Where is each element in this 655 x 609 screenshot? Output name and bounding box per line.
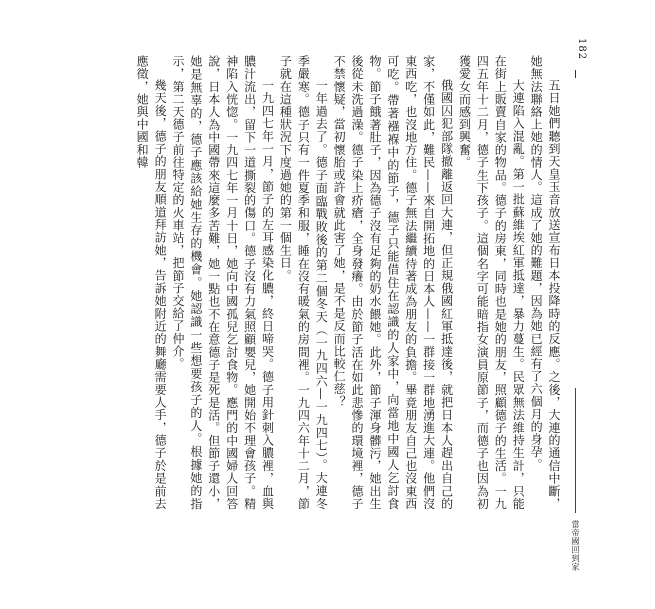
paragraph-6: 幾天後，德子的朋友順道拜訪她，告訴她附近的舞廳需要人手，德子於是前去應徵，她與中國和韓 — [135, 55, 168, 510]
running-head: 當帝國回到家 — [571, 520, 580, 571]
top-rule — [575, 70, 576, 78]
page-number: 182 — [576, 38, 587, 61]
body-text — [62, 55, 562, 510]
paragraph-4: 一年過去了。德子面臨戰敗後的第二個冬天（一九四六—一九四七）。大連冬季嚴寒。德子只有一件夏季和服，睡在沒有暖氣的房間裡。一九四六年十二月，節子就在這種狀況下度過她的第一個生日。 — [278, 55, 329, 510]
paragraph-2: 大連陷入混亂。第一批蘇維埃紅軍抵達，暴力蔓生。民眾無法維持生計，只能在街上販賣自家的物品。德子的房東，同時也是她的朋友，照顧德子的生活。一九四五年十二月，德子生下孩子。這個名字可能暗指女演員原節子，而德子也因為初獲愛女而感到興奮。 — [457, 55, 526, 510]
margin-rule — [575, 388, 576, 513]
paragraph-3: 俄國囚犯部隊撤離返回大連，但正規俄國紅軍抵達後，就把日本人趕出自己的家，不僅如此，難民——來自開拓地的日本人——一群接一群地湧進大連。他們沒東西吃，也沒地方住。德子無法繼續待著成為朋友的負擔。畢竟朋友自己也沒東西可吃。帶著襁褓中的節子，德子只能借住在認識的人家中，向當地中國人乞討食物。節子餓著肚子，因為德子沒有足夠的奶水餵她。此外，節子渾身髒污，她出生後從未洗過澡。德子染上疥瘡，全身發癢。由於節子活在如此悲慘的環境裡，德子不禁懷疑，當初懷胎或許會就此害了她，是不是反而比較仁慈？ — [332, 55, 454, 510]
paragraph-1: 五日她們聽到天皇玉音放送宣布日本投降時的反應。之後，大連的通信中斷，她無法聯絡上她的情人。這成了她的難題，因為她已經有了六個月的身孕。 — [529, 55, 561, 510]
paragraph-5: 一九四七年一月，節子的左耳感染化膿，終日啼哭。德子用針刺入膿裡，血與膿汁流出，留下一道撕裂的傷口。德子沒有力氣照顧嬰兒，她開始不理會孩子。精神陷入恍惚。一九四七年一月十日，她向中國孤兒乞討食物。應門的中國婦人回答說，日本人為中國帶來這麼多苦難，她一點也不在意德子是死是活。但節子還小，她是無辜的，德子應該給她生存的機會。她認識一些想要孩子的人。根據她的指示，第二天德子前往特定的火車站，把節子交給了仲介。 — [170, 55, 275, 510]
